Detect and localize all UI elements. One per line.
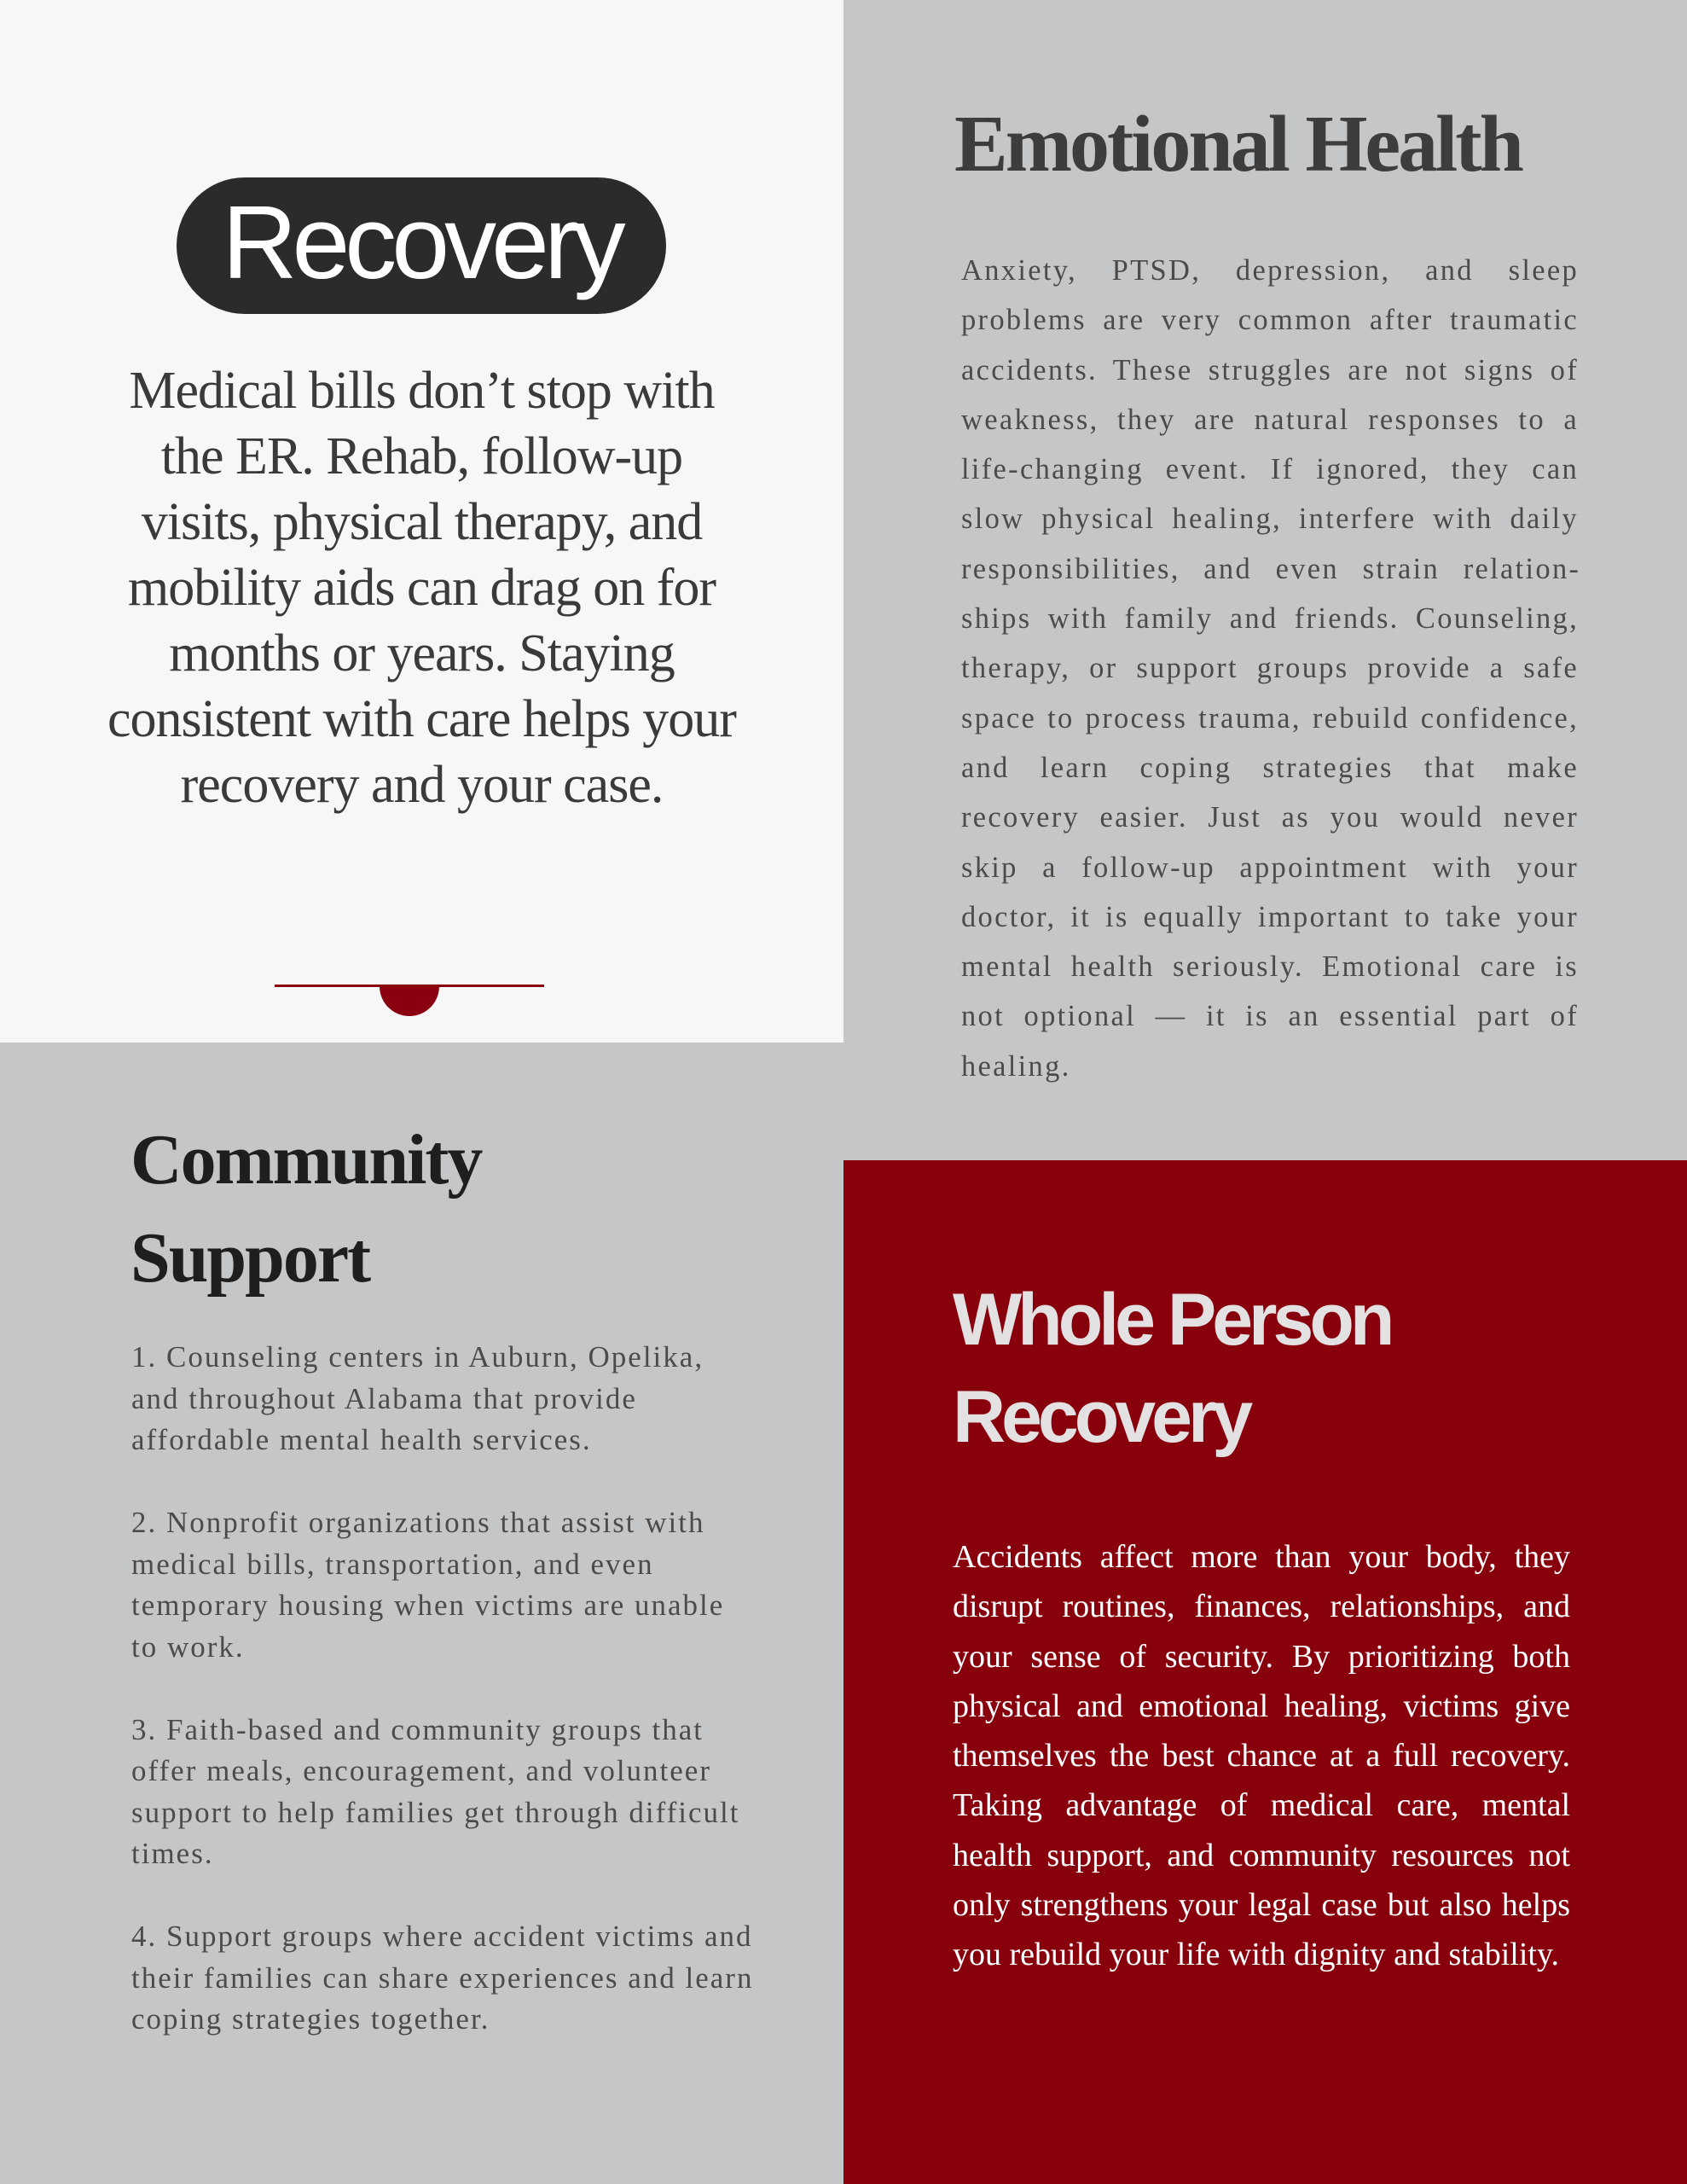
whole-person-panel (844, 1160, 1687, 2184)
list-item: 3. Faith-based and community groups that offer meals, encouragement, and volunteer support to help families get through difficult times. (131, 1712, 740, 1870)
emotional-health-body: Anxiety, PTSD, depression, and sleep problems are very common after traumatic accidents. These struggles are not signs of weakness, they are natural responses to a life-changing event. If ignored, they can slow physical healing, interfere with daily responsibilities, and even strain relationships with family and friends. Counseling, therapy, or support groups provide a safe space to process trauma, rebuild confidence, and learn coping strategies that make recovery easier. Just as you would never skip a follow-up appointment with your doctor, it is equally important to take your mental health seriously. Emotional care is not optional — it is an essential part of healing. (961, 254, 1579, 1083)
list-item: 1. Counseling centers in Auburn, Opelika, and throughout Alabama that provide affordable mental health services. (131, 1340, 704, 1456)
divider-dot (380, 956, 439, 1016)
list-item: 4. Support groups where accident victims and their families can share experiences and learn coping strategies together. (131, 1920, 754, 2036)
emotional-health-title: Emotional Health (954, 100, 1522, 189)
recovery-body-text: Medical bills don’t stop with the ER. Rehab, follow-up visits, physical therapy, and mobility aids can drag on for months or years. Staying consistent with care helps your recovery and your case. (107, 362, 736, 814)
recovery-pill (177, 177, 666, 314)
list-item: 2. Nonprofit organizations that assist with medical bills, transportation, and even temporary housing when victims are unable to work. (131, 1506, 725, 1664)
emotional-health-panel (844, 0, 1687, 1160)
community-support-title: Community Support (130, 1120, 482, 1298)
recovery-panel (0, 0, 844, 1043)
whole-person-body: Accidents affect more than your body, they disrupt routines, finances, relationships, and your sense of security. By prioritizing both physical and emotional healing, victims give themselves the best chance at a full recovery. Taking advantage of medical care, mental health support, and community resources not only strengthens your legal case but also helps you rebuild your life with dignity and stability. (953, 1539, 1570, 1973)
recovery-pill-label: Recovery (222, 184, 621, 300)
whole-person-title: Whole Person Recovery (953, 1279, 1391, 1458)
community-support-list (131, 1337, 754, 2082)
community-support-panel (0, 1043, 844, 2184)
